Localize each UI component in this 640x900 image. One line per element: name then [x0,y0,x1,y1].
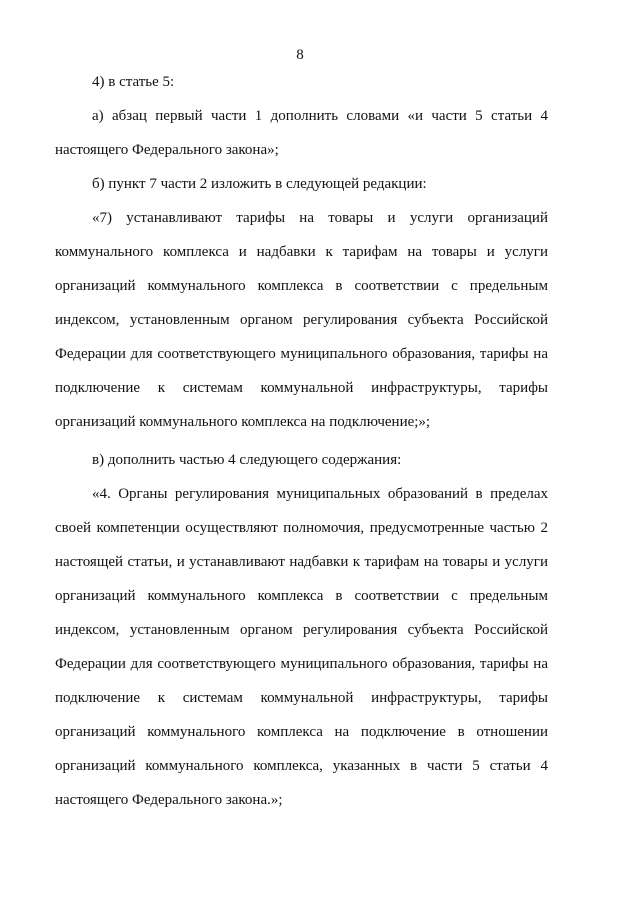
page-number: 8 [296,47,304,63]
point-7-line: индексом, установленным органом регулирования субъекта Российской [55,312,548,328]
point-7-line: «7) устанавливают тарифы на товары и услуги организаций [92,210,548,226]
point-7-line: коммунального комплекса и надбавки к тарифам на товары и услуги [55,244,548,260]
part-4-line: организаций коммунального комплекса, указанных в части 5 статьи 4 [55,758,548,774]
paragraph-a-line: а) абзац первый части 1 дополнить словами «и части 5 статьи 4 [92,108,548,124]
part-4-line: подключение к системам коммунальной инфраструктуры, тарифы [55,690,548,706]
part-4-line: организаций коммунального комплекса в соответствии с предельным [55,588,548,604]
part-4-line: настоящей статьи, и устанавливают надбавки к тарифам на товары и услуги [55,554,548,570]
paragraph-v-line: в) дополнить частью 4 следующего содержания: [92,452,402,468]
part-4-line: индексом, установленным органом регулирования субъекта Российской [55,622,548,638]
part-4-line: своей компетенции осуществляют полномочия, предусмотренные частью 2 [55,520,548,536]
part-4-line: организаций коммунального комплекса на подключение в отношении [55,724,548,740]
point-7-line: Федерации для соответствующего муниципального образования, тарифы на [55,346,548,362]
part-4-line: «4. Органы регулирования муниципальных образований в пределах [92,486,548,502]
part-4-line: Федерации для соответствующего муниципального образования, тарифы на [55,656,548,672]
paragraph-a-line: настоящего Федерального закона»; [55,142,279,158]
paragraph-b-line: б) пункт 7 части 2 изложить в следующей редакции: [92,176,427,192]
point-7-line: организаций коммунального комплекса в соответствии с предельным [55,278,548,294]
article-5-item-4: 4) в статье 5: [92,74,175,90]
point-7-line: организаций коммунального комплекса на подключение;»; [55,414,431,430]
part-4-line: настоящего Федерального закона.»; [55,792,283,808]
point-7-line: подключение к системам коммунальной инфраструктуры, тарифы [55,380,548,396]
